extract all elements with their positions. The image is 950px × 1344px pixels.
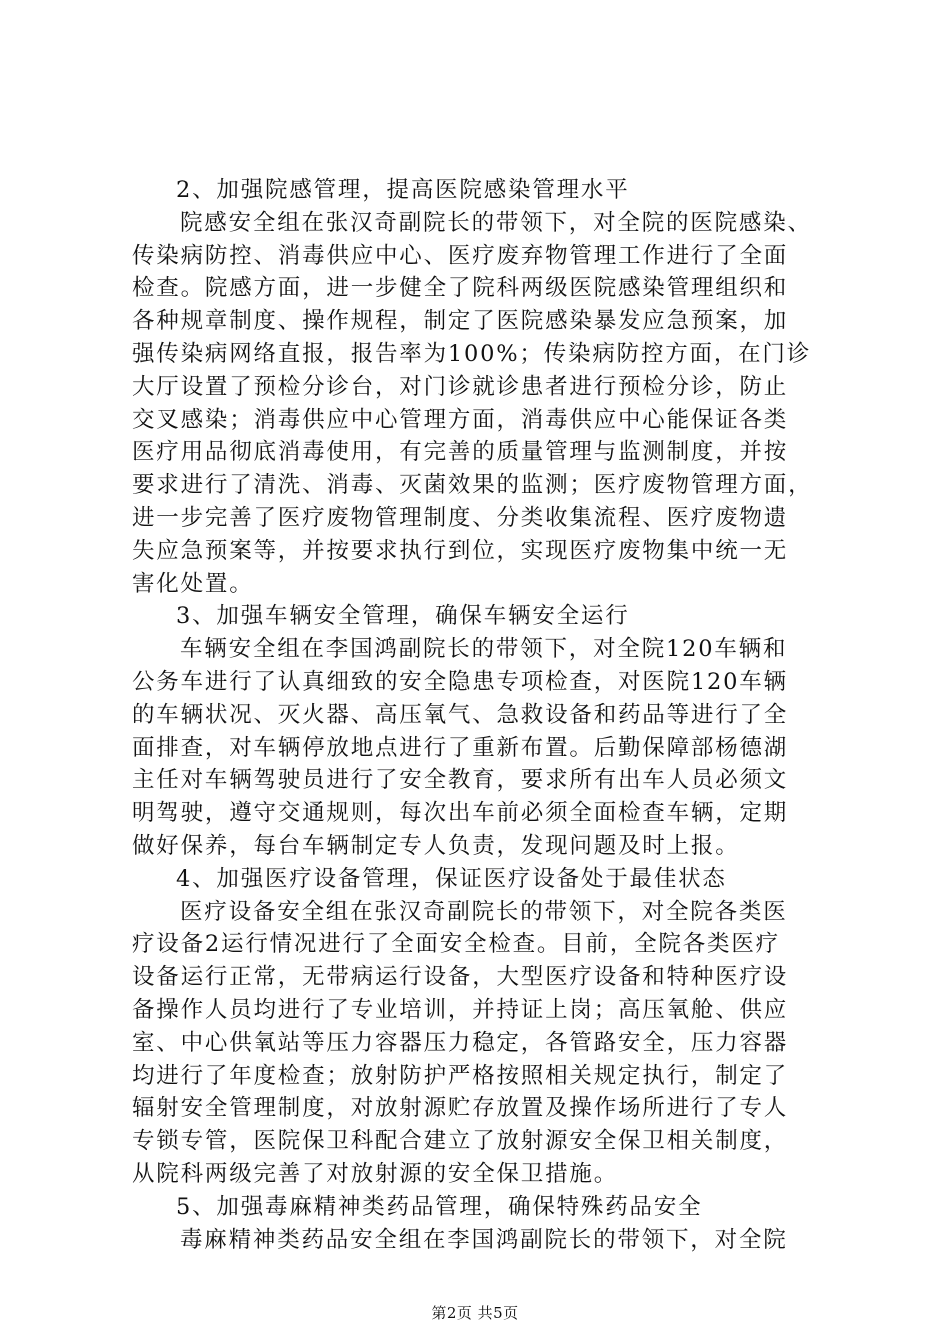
paragraph-line: 公务车进行了认真细致的安全隐患专项检查，对医院120车辆 <box>132 668 788 695</box>
paragraph-line: 明驾驶，遵守交通规则，每次出车前必须全面检查车辆，定期 <box>132 800 789 827</box>
document-body <box>132 174 836 1256</box>
page-number: 第2页 共5页 <box>431 1304 519 1322</box>
paragraph-line: 室、中心供氧站等压力容器压力稳定，各管路安全，压力容器 <box>132 1029 789 1056</box>
section-paragraph <box>132 207 836 601</box>
paragraph-line: 主任对车辆驾驶员进行了安全教育，要求所有出车人员必须文 <box>132 767 789 794</box>
paragraph-line: 强传染病网络直报，报告率为100%；传染病防控方面，在门诊 <box>132 340 812 367</box>
paragraph-line: 设备运行正常，无带病运行设备，大型医疗设备和特种医疗设 <box>132 964 789 991</box>
paragraph-line: 各种规章制度、操作规程，制定了医院感染暴发应急预案，加 <box>132 308 789 335</box>
page-footer <box>0 1302 950 1323</box>
paragraph-line: 毒麻精神类药品安全组在李国鸿副院长的带领下，对全院 <box>180 1226 788 1253</box>
paragraph-line: 检查。院感方面，进一步健全了院科两级医院感染管理组织和 <box>132 275 789 302</box>
paragraph-line: 均进行了年度检查；放射防护严格按照相关规定执行，制定了 <box>132 1062 789 1089</box>
paragraph-line: 专锁专管，医院保卫科配合建立了放射源安全保卫相关制度， <box>132 1128 789 1155</box>
section-heading: 2、加强院感管理，提高医院感染管理水平 <box>176 177 630 203</box>
section-paragraph <box>132 896 836 1191</box>
paragraph-line: 医疗用品彻底消毒使用，有完善的质量管理与监测制度，并按 <box>132 439 789 466</box>
section-paragraph <box>132 633 836 863</box>
paragraph-line: 要求进行了清洗、消毒、灭菌效果的监测；医疗废物管理方面， <box>132 472 813 499</box>
paragraph-line: 医疗设备安全组在张汉奇副院长的带领下，对全院各类医 <box>180 898 788 925</box>
paragraph-line: 传染病防控、消毒供应中心、医疗废弃物管理工作进行了全面 <box>132 242 789 269</box>
paragraph-line: 害化处置。 <box>132 570 254 597</box>
paragraph-line: 院感安全组在张汉奇副院长的带领下，对全院的医院感染、 <box>180 209 812 236</box>
section-heading: 4、加强医疗设备管理，保证医疗设备处于最佳状态 <box>176 865 727 892</box>
section-heading: 5、加强毒麻精神类药品管理，确保特殊药品安全 <box>176 1193 703 1220</box>
paragraph-line: 疗设备2运行情况进行了全面安全检查。目前，全院各类医疗 <box>132 931 780 958</box>
paragraph-line: 从院科两级完善了对放射源的安全保卫措施。 <box>132 1160 619 1187</box>
paragraph-line: 失应急预案等，并按要求执行到位，实现医疗废物集中统一无 <box>132 537 789 564</box>
paragraph-line: 备操作人员均进行了专业培训，并持证上岗；高压氧舱、供应 <box>132 996 789 1023</box>
paragraph-line: 车辆安全组在李国鸿副院长的带领下，对全院120车辆和 <box>180 636 788 663</box>
paragraph-line: 进一步完善了医疗废物管理制度、分类收集流程、医疗废物遗 <box>132 504 789 531</box>
paragraph-line: 面排查，对车辆停放地点进行了重新布置。后勤保障部杨德湖 <box>132 734 789 761</box>
paragraph-line: 的车辆状况、灭火器、高压氧气、急救设备和药品等进行了全 <box>132 701 789 728</box>
paragraph-line: 大厅设置了预检分诊台，对门诊就诊患者进行预检分诊，防止 <box>132 373 789 400</box>
section-heading: 3、加强车辆安全管理，确保车辆安全运行 <box>176 603 630 630</box>
paragraph-line: 辐射安全管理制度，对放射源贮存放置及操作场所进行了专人 <box>132 1095 789 1122</box>
section-paragraph <box>132 1224 836 1257</box>
paragraph-line: 做好保养，每台车辆制定专人负责，发现问题及时上报。 <box>132 832 740 859</box>
paragraph-line: 交叉感染；消毒供应中心管理方面，消毒供应中心能保证各类 <box>132 406 789 433</box>
